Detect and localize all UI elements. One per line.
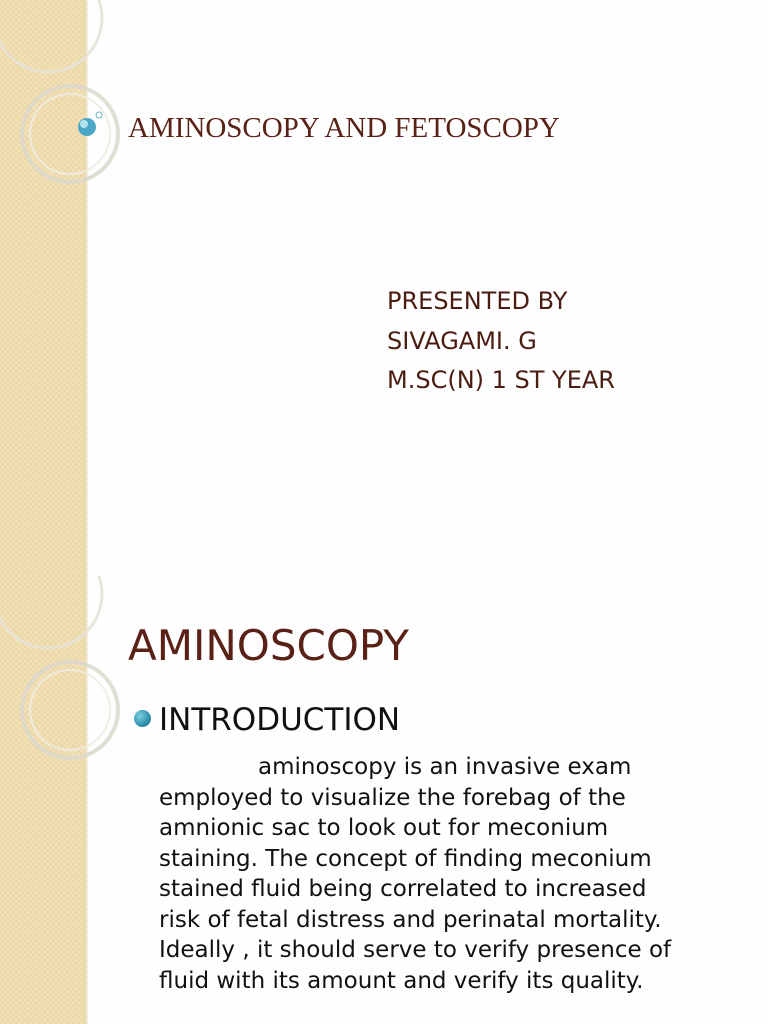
body-line: stained fluid being correlated to increased <box>159 876 647 902</box>
presenter-name: SIVAGAMI. G <box>387 326 537 355</box>
presenter-info <box>387 282 615 401</box>
body-line: amnionic sac to look out for meconium <box>159 815 609 841</box>
body-line: Ideally , it should serve to verify presence of <box>159 937 672 963</box>
presenter-course: M.SC(N) 1 ST YEAR <box>387 366 615 394</box>
body-line: employed to visualize the forebag of the <box>159 784 626 811</box>
presenter-line: PRESENTED BY <box>387 287 568 315</box>
bullet-label: INTRODUCTION <box>159 702 401 738</box>
slide-title-heading: AMINOSCOPY AND FETOSCOPY <box>128 112 560 144</box>
decorative-rings-icon <box>0 0 130 240</box>
bullet-icon <box>134 710 151 727</box>
body-line: risk of fetal distress and perinatal mortality. <box>159 906 662 933</box>
bullet-item <box>134 702 400 738</box>
body-paragraph <box>159 752 749 996</box>
body-line: aminoscopy is an invasive exam <box>258 754 632 780</box>
slide-aminoscopy <box>0 576 768 1024</box>
body-line: staining. The concept of finding meconium <box>159 845 652 872</box>
slide-heading: AMINOSCOPY <box>128 621 409 670</box>
decorative-rings-icon <box>0 576 130 776</box>
body-line: fluid with its amount and verify its quality. <box>159 967 644 994</box>
